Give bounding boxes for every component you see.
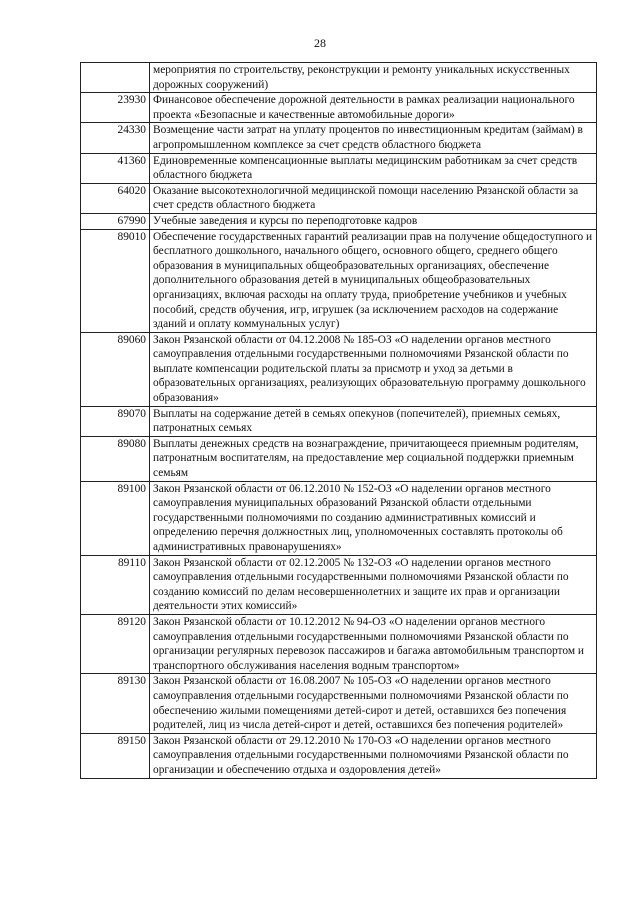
- row-description: Учебные заведения и курсы по переподготовке кадров: [150, 213, 597, 229]
- row-code: 89080: [81, 436, 150, 481]
- row-description: Оказание высокотехнологичной медицинской помощи населению Рязанской области за счет средств областного бюджета: [150, 183, 597, 213]
- table-row: [81, 674, 597, 733]
- row-description: Закон Рязанской области от 10.12.2012 № 94-ОЗ «О наделении органов местного самоуправления отдельными государственными полномочиями Рязанской области по организации регулярных перевозок пассажиров и багажа автомобильным транспортом и транспортного обслуживания населения водным транспортом»: [150, 614, 597, 673]
- row-code: 89110: [81, 555, 150, 614]
- table-row: [81, 93, 597, 123]
- row-code: 23930: [81, 93, 150, 123]
- table-row: [81, 183, 597, 213]
- row-description: Финансовое обеспечение дорожной деятельности в рамках реализации национального проекта «Безопасные и качественные автомобильные дороги»: [150, 93, 597, 123]
- row-description: Выплаты денежных средств на вознаграждение, причитающееся приемным родителям, патронатным воспитателям, на предоставление мер социальной поддержки приемным семьям: [150, 436, 597, 481]
- table-row: [81, 63, 597, 93]
- table-row: [81, 555, 597, 614]
- row-code: 89150: [81, 733, 150, 778]
- table-row: [81, 614, 597, 673]
- row-description: Обеспечение государственных гарантий реализации прав на получение общедоступного и бесплатного дошкольного, начального общего, основного общего, среднего общего образования в муниципальных общеобразовательных организациях, обеспечение дополнительного образования детей в муниципальных общеобразовательных организациях, включая расходы на оплату труда, приобретение учебников и учебных пособий, средств обучения, игр, игрушек (за исключением расходов на содержание зданий и оплату коммунальных услуг): [150, 229, 597, 332]
- table-row: [81, 229, 597, 332]
- row-code: [81, 63, 150, 93]
- row-code: 89060: [81, 332, 150, 406]
- row-code: 64020: [81, 183, 150, 213]
- row-code: 89130: [81, 674, 150, 733]
- row-description: Закон Рязанской области от 16.08.2007 № 105-ОЗ «О наделении органов местного самоуправления отдельными государственными полномочиями Рязанской области по обеспечению жилыми помещениями детей-сирот и детей, оставшихся без попечения родителей, лиц из числа детей-сирот и детей, оставшихся без попечения родителей»: [150, 674, 597, 733]
- row-code: 89120: [81, 614, 150, 673]
- table-row: [81, 733, 597, 778]
- table-row: [81, 436, 597, 481]
- row-description: Закон Рязанской области от 02.12.2005 № 132-ОЗ «О наделении органов местного самоуправления отдельными государственными полномочиями Рязанской области по созданию комиссий по делам несовершеннолетних и защите их прав и организации деятельности этих комиссий»: [150, 555, 597, 614]
- row-description: Возмещение части затрат на уплату процентов по инвестиционным кредитам (займам) в агропромышленном комплексе за счет средств областного бюджета: [150, 123, 597, 153]
- budget-codes-table: [80, 62, 597, 779]
- row-code: 89010: [81, 229, 150, 332]
- row-code: 24330: [81, 123, 150, 153]
- row-code: 67990: [81, 213, 150, 229]
- row-description: Закон Рязанской области от 06.12.2010 № 152-ОЗ «О наделении органов местного самоуправления муниципальных образований Рязанской области отдельными государственными полномочиями по созданию административных комиссий и определению перечня должностных лиц, уполномоченных составлять протоколы об административных правонарушениях»: [150, 481, 597, 555]
- page-number: 28: [314, 36, 326, 50]
- row-code: 89100: [81, 481, 150, 555]
- row-description: мероприятия по строительству, реконструкции и ремонту уникальных искусственных дорожных сооружений): [150, 63, 597, 93]
- table-row: [81, 481, 597, 555]
- table-row: [81, 123, 597, 153]
- table-row: [81, 213, 597, 229]
- row-code: 89070: [81, 406, 150, 436]
- row-code: 41360: [81, 153, 150, 183]
- table-row: [81, 332, 597, 406]
- row-description: Закон Рязанской области от 04.12.2008 № 185-ОЗ «О наделении органов местного самоуправления отдельными государственными полномочиями Рязанской области по выплате компенсации родительской платы за присмотр и уход за детьми в образовательных организациях, реализующих образовательную программу дошкольного образования»: [150, 332, 597, 406]
- table-row: [81, 406, 597, 436]
- table-row: [81, 153, 597, 183]
- row-description: Закон Рязанской области от 29.12.2010 № 170-ОЗ «О наделении органов местного самоуправления отдельными государственными полномочиями Рязанской области по организации и обеспечению отдыха и оздоровления детей»: [150, 733, 597, 778]
- row-description: Единовременные компенсационные выплаты медицинским работникам за счет средств областного бюджета: [150, 153, 597, 183]
- row-description: Выплаты на содержание детей в семьях опекунов (попечителей), приемных семьях, патронатных семьях: [150, 406, 597, 436]
